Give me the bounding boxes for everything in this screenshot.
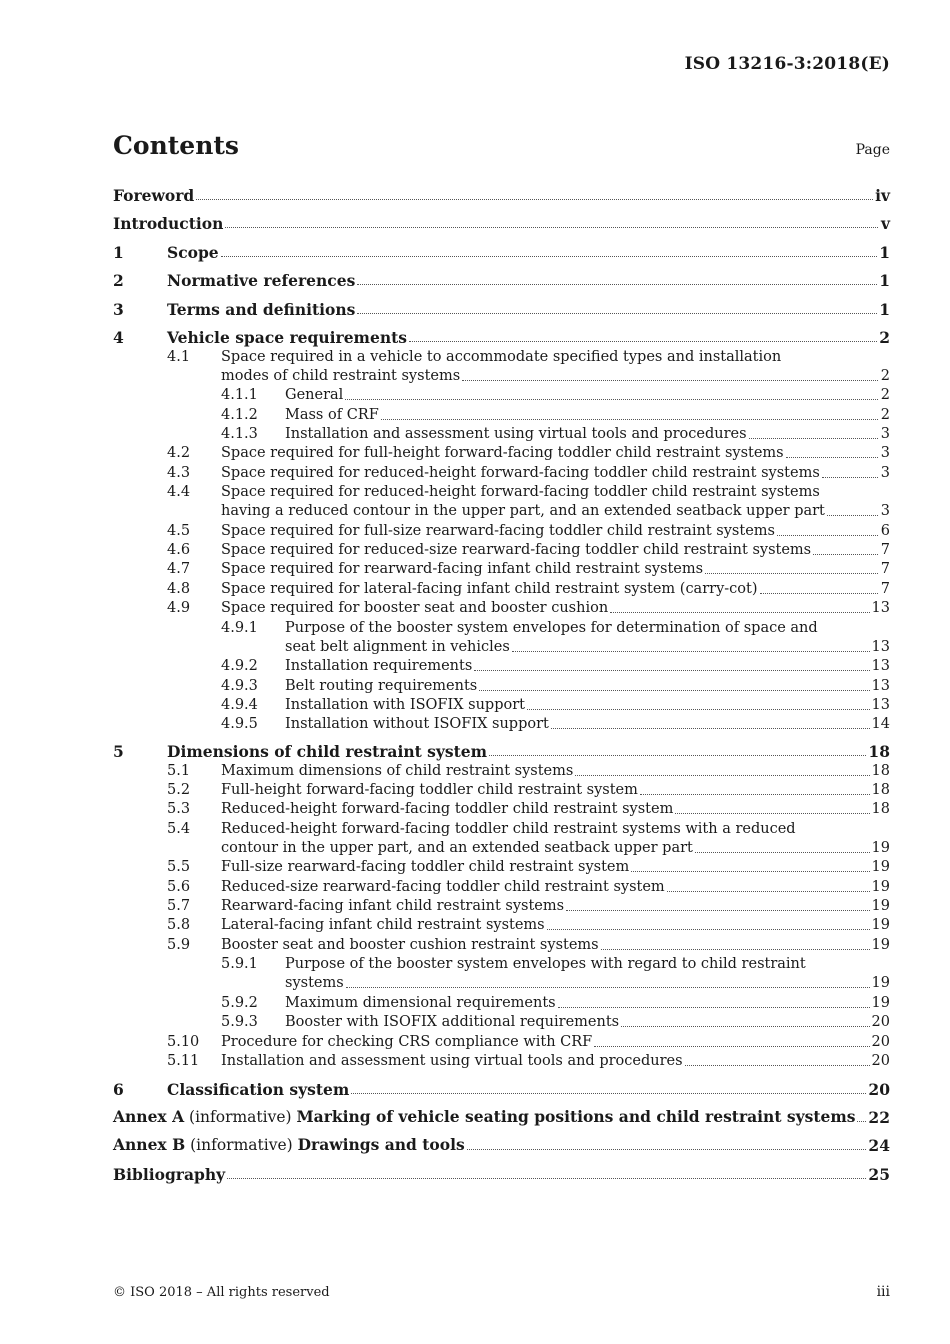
toc-subentry-number: 5.8 — [167, 917, 191, 934]
toc-subentry[interactable] — [113, 444, 890, 463]
document-id: ISO 13216-3:2018(E) — [684, 54, 890, 74]
toc-entry-title-main: Terms and definitions — [167, 300, 356, 319]
dot-leader — [575, 774, 869, 776]
dot-leader — [527, 708, 870, 710]
toc-entry[interactable] — [113, 186, 890, 205]
toc-subentry-page: 14 — [871, 716, 890, 733]
toc-subentry-title: General — [285, 387, 344, 404]
toc-subentry-title: Space required for reduced-height forward-facing toddler child restraint systems — [221, 484, 820, 501]
toc-subentry[interactable] — [113, 820, 890, 839]
toc-subentry[interactable] — [113, 522, 890, 541]
page-number: iii — [876, 1284, 890, 1300]
toc-subentry[interactable] — [113, 916, 890, 935]
dot-leader — [351, 1092, 866, 1094]
toc-entry-title-main: Scope — [167, 243, 219, 262]
toc-subentry-number: 4.4 — [167, 484, 191, 501]
table-of-contents — [113, 0, 890, 1344]
toc-subentry[interactable] — [113, 878, 890, 897]
dot-leader — [786, 456, 878, 458]
toc-entry-title-main: Annex A — [113, 1107, 185, 1126]
dot-leader — [345, 398, 878, 400]
dot-leader — [621, 1025, 869, 1027]
toc-subentry-page: 19 — [871, 840, 890, 856]
dot-leader — [610, 611, 869, 613]
toc-subentry-number: 4.9.4 — [221, 696, 258, 713]
dot-leader — [857, 1120, 866, 1122]
toc-subentry-title: Full-height forward-facing toddler child restraint system — [221, 781, 638, 798]
toc-entry-title-main: Vehicle space requirements — [167, 328, 407, 347]
toc-entry-title-main: Bibliography — [113, 1165, 226, 1184]
toc-subentry-page: 18 — [871, 781, 890, 798]
toc-subentry-page: 20 — [871, 1014, 890, 1031]
dot-leader — [462, 379, 878, 381]
toc-entry-title — [113, 1165, 225, 1184]
toc-entry-page: 18 — [868, 742, 890, 761]
toc-entry[interactable] — [113, 1136, 890, 1155]
toc-subentry-page: 18 — [871, 762, 890, 779]
dot-leader — [479, 689, 869, 691]
toc-subentry-number: 4.5 — [167, 522, 191, 539]
toc-entry-page: 2 — [879, 328, 890, 347]
toc-subentry-page: 19 — [871, 936, 890, 953]
toc-subentry-title: having a reduced contour in the upper part, and an extended seatback upper part — [221, 503, 825, 520]
dot-leader — [594, 1045, 869, 1047]
toc-subentry[interactable] — [113, 599, 890, 618]
toc-subentry-title: Lateral-facing infant child restraint systems — [221, 917, 545, 934]
toc-subentry-continuation[interactable] — [113, 367, 890, 386]
toc-subentry-number: 4.8 — [167, 580, 191, 597]
toc-entry[interactable] — [113, 1108, 890, 1127]
toc-subentry-page: 20 — [871, 1052, 890, 1069]
dot-leader — [512, 650, 870, 652]
toc-subentry-page: 19 — [871, 917, 890, 934]
toc-subentry-title: contour in the upper part, and an extended seatback upper part — [221, 840, 693, 856]
toc-entry-title — [113, 1135, 465, 1155]
dot-leader — [566, 909, 869, 911]
dot-leader — [777, 534, 878, 536]
toc-entry[interactable] — [113, 271, 890, 290]
toc-entry-number: 6 — [113, 1080, 124, 1099]
toc-subentry-page: 19 — [871, 878, 890, 895]
toc-subentry-number: 5.11 — [167, 1052, 200, 1069]
toc-entry[interactable] — [113, 742, 890, 761]
toc-entry-title — [167, 271, 355, 290]
dot-leader — [558, 1006, 870, 1008]
toc-entry-title — [167, 1080, 349, 1099]
toc-entry-number: 1 — [113, 243, 124, 262]
dot-leader — [381, 418, 878, 420]
toc-subentry-page: 7 — [880, 542, 890, 559]
toc-subentry-page: 19 — [871, 898, 890, 915]
copyright-notice: © ISO 2018 – All rights reserved — [113, 1285, 330, 1300]
toc-subentry[interactable] — [113, 781, 890, 800]
dot-leader — [705, 572, 878, 574]
toc-subentry-page: 2 — [880, 367, 890, 384]
toc-subentry-title: seat belt alignment in vehicles — [285, 638, 510, 655]
toc-subentry-number: 5.9.2 — [221, 994, 258, 1011]
toc-subentry-number: 5.2 — [167, 781, 191, 798]
toc-subentry-number: 4.1.2 — [221, 406, 258, 423]
toc-subentry-page: 3 — [880, 426, 890, 442]
toc-subentry[interactable] — [113, 483, 890, 502]
toc-entry-page: 1 — [879, 271, 890, 290]
toc-entry-annex-title: Drawings and tools — [297, 1135, 465, 1154]
toc-subentry[interactable] — [113, 762, 890, 781]
dot-leader — [196, 198, 873, 200]
toc-subentry-title: Space required for lateral-facing infant child restraint system (carry-cot) — [221, 580, 758, 597]
toc-subentry[interactable] — [113, 936, 890, 955]
toc-subentry-page: 3 — [880, 445, 890, 462]
dot-leader — [827, 514, 878, 516]
toc-subentry-number: 5.4 — [167, 820, 191, 837]
toc-subentry-number: 4.9.3 — [221, 677, 258, 694]
toc-entry-page: v — [880, 214, 890, 233]
toc-entry-annex-type: (informative) — [185, 1136, 298, 1154]
toc-subentry-title: Booster with ISOFIX additional requirements — [285, 1014, 620, 1031]
toc-subentry[interactable] — [113, 677, 890, 696]
toc-subentry-title: Maximum dimensional requirements — [285, 994, 556, 1011]
toc-entry[interactable] — [113, 328, 890, 347]
toc-entry-title-main: Classification system — [167, 1080, 350, 1099]
toc-subentry-title: Installation and assessment using virtual tools and procedures — [285, 426, 747, 442]
toc-entry-page: 1 — [879, 243, 890, 262]
toc-subentry-title: Booster seat and booster cushion restraint systems — [221, 936, 599, 953]
toc-entry-page: 1 — [879, 300, 890, 319]
toc-subentry[interactable] — [113, 696, 890, 715]
toc-subentry-number: 5.5 — [167, 859, 191, 876]
toc-subentry[interactable] — [113, 897, 890, 916]
toc-subentry-title: Maximum dimensions of child restraint systems — [221, 762, 574, 779]
dot-leader — [357, 283, 877, 285]
toc-subentry-page: 7 — [880, 580, 890, 597]
toc-subentry[interactable] — [113, 1052, 890, 1071]
dot-leader — [695, 851, 870, 853]
toc-subentry-number: 5.6 — [167, 878, 191, 895]
toc-subentry[interactable] — [113, 386, 890, 405]
toc-subentry[interactable] — [113, 464, 890, 483]
toc-subentry-title: Space required in a vehicle to accommodate specified types and installation — [221, 348, 782, 365]
dot-leader — [346, 986, 870, 988]
page-column-label: Page — [855, 142, 890, 158]
toc-subentry-continuation[interactable] — [113, 502, 890, 521]
toc-subentry[interactable] — [113, 955, 890, 974]
toc-subentry-page: 3 — [880, 503, 890, 520]
toc-entry[interactable] — [113, 1080, 890, 1099]
dot-leader — [489, 754, 866, 756]
toc-subentry-continuation[interactable] — [113, 974, 890, 993]
toc-subentry-continuation[interactable] — [113, 638, 890, 657]
toc-subentry-number: 4.1.1 — [221, 387, 258, 404]
dot-leader — [813, 553, 878, 555]
toc-subentry-number: 4.1.3 — [221, 426, 258, 442]
dot-leader — [640, 793, 870, 795]
toc-subentry[interactable] — [113, 858, 890, 877]
toc-subentry-page: 19 — [871, 994, 890, 1011]
toc-subentry-number: 5.3 — [167, 801, 191, 818]
toc-subentry-title: Reduced-height forward-facing toddler child restraint system — [221, 801, 674, 818]
toc-entry-title-main: Dimensions of child restraint system — [167, 742, 488, 761]
toc-entry-title — [167, 300, 355, 319]
toc-subentry-number: 4.9.1 — [221, 619, 258, 636]
toc-subentry[interactable] — [113, 560, 890, 579]
toc-entry[interactable] — [113, 243, 890, 262]
toc-subentry-number: 5.9 — [167, 936, 191, 953]
toc-subentry-page: 2 — [880, 387, 890, 404]
toc-subentry[interactable] — [113, 1033, 890, 1052]
toc-entry-title — [167, 243, 219, 262]
toc-subentry-title: Space required for booster seat and booster cushion — [221, 600, 609, 617]
toc-subentry-title: Purpose of the booster system envelopes for determination of space and — [285, 619, 818, 636]
toc-subentry-title: systems — [285, 975, 344, 992]
dot-leader — [749, 437, 878, 439]
dot-leader — [675, 812, 869, 814]
toc-subentry-number: 4.3 — [167, 464, 191, 481]
toc-subentry-number: 4.6 — [167, 542, 191, 559]
contents-title: Contents — [113, 131, 240, 160]
toc-subentry-title: Mass of CRF — [285, 406, 379, 423]
toc-entry-title-main: Foreword — [113, 186, 195, 205]
toc-entry-annex-type: (informative) — [184, 1108, 297, 1126]
toc-subentry[interactable] — [113, 425, 890, 444]
toc-entry-title-main: Introduction — [113, 214, 224, 233]
dot-leader — [551, 727, 870, 729]
dot-leader — [467, 1148, 867, 1150]
toc-subentry-title: Space required for reduced-height forward-facing toddler child restraint systems — [221, 464, 820, 481]
dot-leader — [601, 948, 870, 950]
toc-subentry-number: 4.2 — [167, 445, 191, 462]
dot-leader — [760, 592, 879, 594]
toc-entry[interactable] — [113, 214, 890, 233]
toc-subentry-title: Rearward-facing infant child restraint systems — [221, 898, 565, 915]
toc-subentry[interactable] — [113, 1013, 890, 1032]
toc-entry-number: 3 — [113, 300, 124, 319]
toc-subentry-page: 13 — [871, 696, 890, 713]
toc-subentry-title: Installation without ISOFIX support — [285, 716, 549, 733]
dot-leader — [685, 1064, 870, 1066]
toc-subentry-title: Procedure for checking CRS compliance with CRF — [221, 1033, 593, 1050]
toc-subentry[interactable] — [113, 406, 890, 425]
toc-subentry-number: 4.9 — [167, 600, 191, 617]
toc-entry-number: 5 — [113, 742, 124, 761]
toc-subentry-title: modes of child restraint systems — [221, 367, 461, 384]
toc-subentry-title: Space required for reduced-size rearward-facing toddler child restraint systems — [221, 542, 812, 559]
toc-subentry-number: 4.9.2 — [221, 658, 258, 675]
toc-entry-number: 2 — [113, 271, 124, 290]
toc-subentry-title: Space required for full-size rearward-facing toddler child restraint systems — [221, 522, 775, 539]
toc-subentry-title: Reduced-height forward-facing toddler child restraint systems with a reduced — [221, 820, 796, 837]
dot-leader — [221, 255, 878, 257]
dot-leader — [357, 312, 877, 314]
toc-subentry-number: 4.7 — [167, 561, 191, 578]
toc-entry-title — [167, 328, 407, 347]
toc-subentry-page: 20 — [871, 1033, 890, 1050]
toc-subentry-title: Purpose of the booster system envelopes with regard to child restraint — [285, 956, 806, 973]
toc-subentry[interactable] — [113, 994, 890, 1013]
dot-leader — [822, 476, 878, 478]
toc-subentry-title: Space required for rearward-facing infant child restraint systems — [221, 561, 704, 578]
toc-subentry[interactable] — [113, 715, 890, 734]
toc-subentry-page: 13 — [871, 600, 890, 617]
toc-subentry-page: 3 — [880, 464, 890, 481]
toc-entry-title-main: Normative references — [167, 271, 356, 290]
toc-subentry-title: Full-size rearward-facing toddler child restraint system — [221, 859, 630, 876]
toc-subentry-number: 5.10 — [167, 1033, 200, 1050]
dot-leader — [409, 340, 877, 342]
toc-subentry-page: 18 — [871, 801, 890, 818]
dot-leader — [225, 226, 878, 228]
toc-subentry-title: Belt routing requirements — [285, 677, 478, 694]
toc-entry-page: iv — [875, 186, 890, 205]
toc-subentry-title: Installation requirements — [285, 658, 473, 675]
dot-leader — [631, 870, 869, 872]
toc-subentry-page: 2 — [880, 406, 890, 423]
toc-subentry-number: 4.1 — [167, 348, 191, 365]
toc-subentry[interactable] — [113, 619, 890, 638]
toc-subentry-title: Reduced-size rearward-facing toddler child restraint system — [221, 878, 665, 895]
dot-leader — [667, 890, 870, 892]
toc-subentry-page: 13 — [871, 677, 890, 694]
toc-entry-page: 25 — [868, 1165, 890, 1184]
toc-subentry-title: Installation with ISOFIX support — [285, 696, 525, 713]
toc-subentry[interactable] — [113, 800, 890, 819]
toc-subentry-page: 6 — [880, 522, 890, 539]
toc-subentry-number: 5.7 — [167, 898, 191, 915]
dot-leader — [474, 669, 869, 671]
dot-leader — [547, 928, 870, 930]
toc-subentry-page: 13 — [871, 658, 890, 675]
toc-entry-title — [113, 186, 194, 205]
toc-subentry-number: 4.9.5 — [221, 716, 258, 733]
toc-subentry-number: 5.9.1 — [221, 956, 258, 973]
toc-subentry-continuation[interactable] — [113, 839, 890, 858]
dot-leader — [227, 1177, 866, 1179]
toc-entry-title-main: Annex B — [113, 1135, 186, 1154]
toc-entry[interactable] — [113, 1165, 890, 1184]
toc-subentry-number: 5.1 — [167, 762, 191, 779]
toc-entry-number: 4 — [113, 328, 124, 347]
toc-subentry-page: 7 — [880, 561, 890, 578]
toc-subentry-title: Installation and assessment using virtual tools and procedures — [221, 1052, 683, 1069]
toc-subentry-number: 5.9.3 — [221, 1014, 258, 1031]
toc-entry[interactable] — [113, 300, 890, 319]
toc-subentry-page: 19 — [871, 859, 890, 876]
toc-entry-title — [113, 214, 223, 233]
toc-entry-title — [167, 742, 487, 761]
toc-subentry-title: Space required for full-height forward-facing toddler child restraint systems — [221, 445, 784, 462]
toc-entry-page: 24 — [868, 1136, 890, 1155]
toc-entry-page: 20 — [868, 1080, 890, 1099]
toc-subentry-page: 13 — [871, 638, 890, 655]
toc-subentry[interactable] — [113, 657, 890, 676]
toc-subentry[interactable] — [113, 541, 890, 560]
toc-subentry[interactable] — [113, 348, 890, 367]
toc-entry-annex-title: Marking of vehicle seating positions and child restraint systems — [296, 1107, 856, 1126]
toc-subentry-page: 19 — [871, 975, 890, 992]
toc-subentry[interactable] — [113, 580, 890, 599]
toc-entry-page: 22 — [868, 1108, 890, 1127]
toc-entry-title — [113, 1107, 855, 1127]
